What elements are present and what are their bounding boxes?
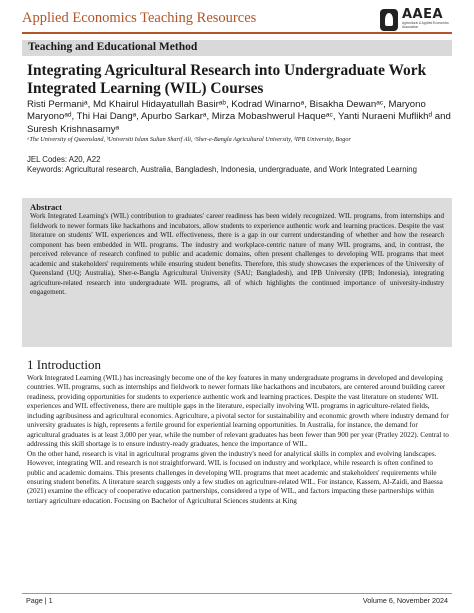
aaea-logo [380, 7, 458, 33]
logo-text: AAEA [402, 7, 444, 22]
page-number: Page | 1 [26, 596, 53, 605]
jel-codes: JEL Codes: A20, A22 [27, 155, 101, 164]
abstract-box [22, 198, 452, 347]
paper-meta [27, 155, 452, 175]
abstract-heading: Abstract [30, 202, 62, 212]
intro-paragraph-1: Work Integrated Learning (WIL) has increasingly become one of the key features in many undergraduate programs in developed and developing countries. WIL programs, such as internships and fieldwork to newer formats like hackathons and incubators, are centered around building career readiness, providing opportunities for students to experience authentic work and learning practices. Despite the vast literature on students' WIL experiences and WIL effectiveness, there are multiple gaps in the literature, especially involving WIL programs in agriculture-related fields, including agribusiness and agricultural economics. Agriculture, a pivotal sector for sustainability and economic growth where industry demand for university graduates is high, represents a fertile ground for experiential learning opportunities. In Australia, for instance, the demand for agricultural graduates is at least 3,000 per year, while the number of relevant graduates has been fewer than 900 per year (Pratley 2022). Central to addressing this skill shortage is to ensure industry-ready graduates, hence the importance of WIL. [27, 374, 449, 449]
intro-paragraph-2: On the other hand, research is vital in agricultural programs given the industry's need for analytical skills in complex and evolving landscapes. However, integrating WIL and research is not straightforward. WIL is focused on industry and workplace, while research is often confined to public and academic domains. This presents challenges in developing WIL programs that meet academic and stakeholders' requirements while ensuring student benefits. A literature search suggests only a few studies on agriculture-related WIL. For instance, Kassem, Al-Zaidi, and Baessa (2021) examine the efficacy of cooperative education partnerships, considered a type of WIL, and factors impacting these partnerships within tertiary agriculture education. Focusing on Bachelor of Agricultural Sciences students at King [27, 449, 443, 505]
section-bar [22, 40, 452, 56]
intro-body [27, 374, 452, 506]
intro-heading: 1 Introduction [27, 357, 102, 372]
section-label: Teaching and Educational Method [28, 41, 198, 53]
logo-subtitle: Agricultural & Applied Economics Association [402, 21, 449, 29]
logo-mark-icon [380, 9, 398, 31]
header-rule [22, 32, 452, 34]
paper-title: Integrating Agricultural Research into Undergraduate Work Integrated Learning (WIL) Courses [27, 62, 427, 97]
affiliations: ᵃThe University of Queensland, ᵇUniversiti Islam Sultan Sharif Ali, ᶜSher-e-Bangla Agricultural University, ᵈIPB University, Bogor [27, 136, 351, 143]
author-list: Risti Permaniᵃ, Md Khairul Hidayatullah Basirᵃᵇ, Kodrad Winarnoᵃ, Bisakha Dewanᵃᶜ, Maryono Maryonoᵃᵈ, Thi Hai Dangᵃ, Apurbo Sarkarᵃ, Mirza Mobashwerul Haqueᵃᶜ, Yanti Nuraeni Muflikhᵈ and Suresh Krishnasamyᵃ [27, 99, 451, 135]
journal-title: Applied Economics Teaching Resources [22, 10, 257, 26]
issue-info: Volume 6, November 2024 [362, 596, 448, 605]
footer-rule [22, 593, 452, 594]
keywords: Keywords: Agricultural research, Australia, Bangladesh, Indonesia, undergraduate, and Work Integrated Learning [27, 164, 417, 174]
abstract-text: Work Integrated Learning's (WIL) contribution to graduates' career readiness has been widely recognized. WIL programs, from internships and fieldwork to newer formats like hackathons and incubators, allow students to experience authentic work and learning practices. Despite the vast literature on students' WIL experiences and WIL effectiveness, there is a gap in our current understanding of whether and how the research component has been embedded in WIL programs. The industry and workplace-centric nature of many WIL programs, and, in contrast, the perceived relevance of research confined to public and academic domains, often present challenges to developing WIL programs that meet academic and stakeholders' requirements while ensuring student benefits. Therefore, this study showcases the experiences of the University of Queensland (UQ; Australia), Sher-e-Bangla Agricultural University (SAU; Bangladesh), and IPB University (IPB; Indonesia), integrating agriculture-related research into undergraduate WIL programs, all of which highlights the continued importance of university-industry engagement. [30, 212, 444, 297]
